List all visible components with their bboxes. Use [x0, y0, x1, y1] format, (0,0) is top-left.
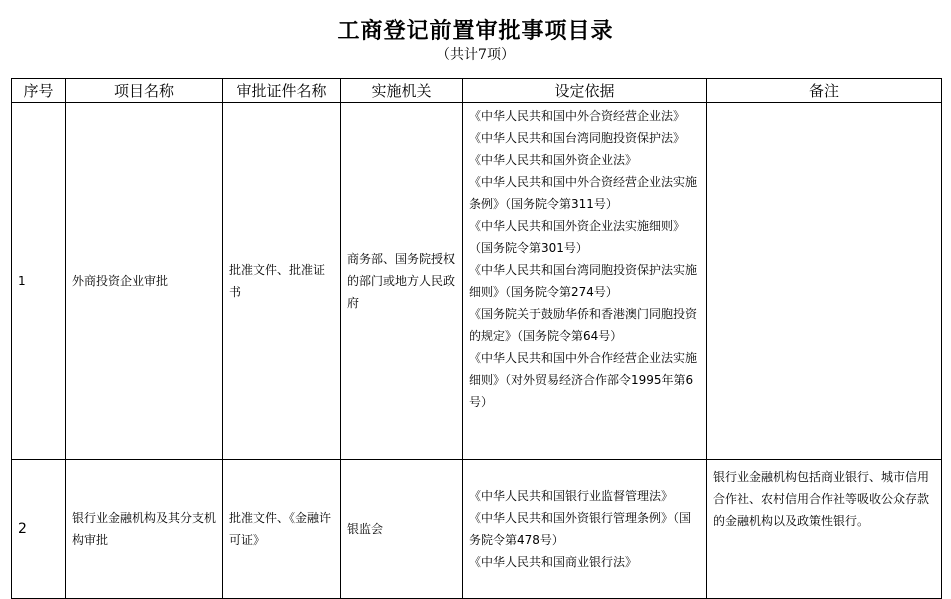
- row-remark: 银行业金融机构包括商业银行、城市信用合作社、农村信用合作社等吸收公众存款的金融机构以及政策性银行。: [707, 460, 942, 599]
- header-authority: 实施机关: [341, 79, 463, 103]
- basis-line: 《中华人民共和国台湾同胞投资保护法实施细则》（国务院令第274号）: [469, 263, 698, 299]
- basis-line: 《中华人民共和国中外合资经营企业法实施条例》（国务院令第311号）: [469, 175, 698, 211]
- basis-line: 《中华人民共和国中外合作经营企业法实施细则》（对外贸易经济合作部令1995年第6号）: [469, 351, 698, 409]
- row-authority: 商务部、国务院授权的部门或地方人民政府: [341, 103, 463, 460]
- row-basis: [463, 460, 707, 599]
- row-basis: [463, 103, 707, 460]
- basis-line: 《中华人民共和国外资企业法实施细则》（国务院令第301号）: [469, 219, 686, 255]
- document-title: 工商登记前置审批事项目录: [337, 18, 614, 44]
- approval-table: [11, 78, 942, 599]
- header-item: 项目名称: [66, 79, 223, 103]
- table-row: [12, 460, 942, 599]
- header-certificate: 审批证件名称: [223, 79, 341, 103]
- row-item-name: 外商投资企业审批: [66, 103, 223, 460]
- basis-line: 《中华人民共和国银行业监督管理法》: [469, 489, 674, 503]
- table-header-row: [12, 79, 942, 103]
- row-authority: 银监会: [341, 460, 463, 599]
- row-certificate: 批准文件、《金融许可证》: [223, 460, 341, 599]
- row-item-name: 银行业金融机构及其分支机构审批: [66, 460, 223, 599]
- row-number: 1: [12, 103, 66, 460]
- table-row: [12, 103, 942, 460]
- basis-line: 《中华人民共和国外资银行管理条例》（国务院令第478号）: [469, 511, 692, 547]
- document-subtitle: （共计7项）: [436, 47, 515, 63]
- header-no: 序号: [12, 79, 66, 103]
- basis-line: 《中华人民共和国外资企业法》: [469, 153, 638, 167]
- header-basis: 设定依据: [463, 79, 707, 103]
- header-remark: 备注: [707, 79, 942, 103]
- basis-line: 《国务院关于鼓励华侨和香港澳门同胞投资的规定》（国务院令第64号）: [469, 307, 698, 343]
- basis-line: 《中华人民共和国台湾同胞投资保护法》: [469, 131, 686, 145]
- row-number: 2: [12, 460, 66, 599]
- basis-line: 《中华人民共和国商业银行法》: [469, 555, 638, 569]
- row-certificate: 批准文件、批准证书: [223, 103, 341, 460]
- basis-line: 《中华人民共和国中外合资经营企业法》: [469, 109, 686, 123]
- row-remark: [707, 103, 942, 460]
